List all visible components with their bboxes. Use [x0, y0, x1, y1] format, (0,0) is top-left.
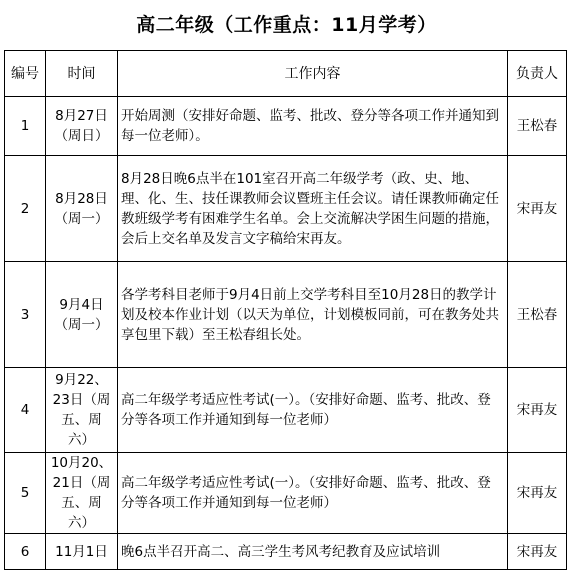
row-content: 高二年级学考适应性考试(一）。（安排好命题、监考、批改、登分等各项工作并通知到每一位老师） — [118, 453, 508, 534]
row-owner: 宋再友 — [508, 453, 567, 534]
header-time: 时间 — [46, 51, 118, 97]
date-line: 10月20、 — [50, 455, 113, 471]
row-content: 开始周测（安排好命题、监考、批改、登分等各项工作并通知到每一位老师）。 — [118, 97, 508, 156]
date-line: 9月4日 — [59, 296, 104, 313]
header-owner: 负责人 — [508, 51, 567, 97]
row-number: 3 — [5, 262, 46, 368]
table-row — [5, 262, 567, 368]
row-date — [46, 453, 118, 534]
document-title: 高二年级（工作重点：11月学考） — [136, 14, 437, 36]
date-line: 8月28日 — [55, 190, 108, 207]
header-content: 工作内容 — [118, 51, 508, 97]
table-row — [5, 453, 567, 534]
date-line: 21日（周 — [52, 475, 111, 491]
row-content: 高二年级学考适应性考试(一）。（安排好命题、监考、批改、登分等各项工作并通知到每一位老师） — [118, 368, 508, 453]
row-date — [46, 156, 118, 262]
row-owner: 宋再友 — [508, 534, 567, 570]
table-row — [5, 97, 567, 156]
date-line: 五、周 — [61, 412, 102, 428]
row-date — [46, 262, 118, 368]
table-row — [5, 156, 567, 262]
row-owner: 王松春 — [508, 262, 567, 368]
date-line: 23日（周 — [52, 392, 111, 408]
row-content: 8月28日晚6点半在101室召开高二年级学考（政、史、地、理、化、生、技任课教师会议暨班主任会议。请任课教师确定任教班级学考有困难学生名单。会上交流解决学困生问题的措施，会后上交名单及发言文字稿给宋再友。 — [118, 156, 508, 262]
row-number: 1 — [5, 97, 46, 156]
row-number: 6 — [5, 534, 46, 570]
row-content: 各学考科目老师于9月4日前上交学考科目至10月28日的教学计划及校本作业计划（以天为单位，计划模板同前，可在教务处共享包里下载）至王松春组长处。 — [118, 262, 508, 368]
row-date — [46, 368, 118, 453]
date-line: 六） — [68, 432, 95, 448]
date-line: （周一） — [54, 316, 109, 333]
row-number: 2 — [5, 156, 46, 262]
date-line: 五、周 — [61, 495, 102, 511]
date-line: （周日） — [54, 128, 109, 144]
header-number: 编号 — [5, 51, 46, 97]
table-row — [5, 534, 567, 570]
row-owner: 王松春 — [508, 97, 567, 156]
row-date — [46, 534, 118, 570]
date-line: 8月27日 — [55, 108, 108, 124]
date-line: （周一） — [54, 210, 109, 227]
row-number: 4 — [5, 368, 46, 453]
table-row — [5, 368, 567, 453]
schedule-table — [4, 50, 567, 570]
row-owner: 宋再友 — [508, 156, 567, 262]
row-number: 5 — [5, 453, 46, 534]
date-line: 六） — [68, 515, 95, 531]
date-line: 9月22、 — [55, 372, 108, 388]
table-header-row — [5, 51, 567, 97]
row-owner: 宋再友 — [508, 368, 567, 453]
date-line: 11月1日 — [55, 543, 108, 560]
row-date — [46, 97, 118, 156]
row-content: 晚6点半召开高二、高三学生考风考纪教育及应试培训 — [118, 534, 508, 570]
